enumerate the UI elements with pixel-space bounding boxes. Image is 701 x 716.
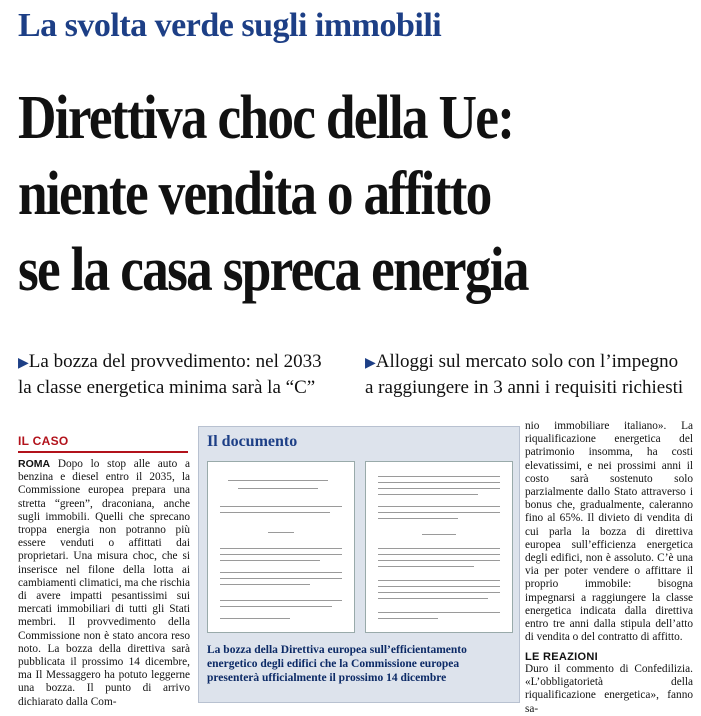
document-caption: La bozza della Direttiva europea sull’efficientamento energetico degli edifici che la Commissione europea presenterà ufficialmente il prossimo 14 dicembre [207, 644, 467, 684]
le-reazioni-label: LE REAZIONI [525, 651, 598, 663]
subhead-right [365, 350, 700, 400]
subhead-right-line-1: Alloggi sul mercato solo con l’impegno [375, 351, 679, 372]
il-caso-text: Dopo lo stop alle auto a benzina e diesel entro il 2035, la Commissione europea prepara una stretta “green”, draconiana, anche sugli immobili. Quelli che sprecano troppa energia non potranno più essere venduti o affittati dai proprietari. Una misura choc, che si inserisce nel filone della lotta ai cambiamenti climatici, ma che rischia di avere impatti pesantissimi sui mercati immobiliari di tutti gli Stati membri. Il provvedimento della Commissione non è stato ancora reso noto. La bozza della direttiva sarà pubblicata il prossimo 14 dicembre, ma Il Messaggero ha potuto leggerne una bozza. Il punto di arrivo dichiarato dalla Com- [18, 458, 190, 708]
triangle-right-icon: ▶ [18, 356, 29, 371]
il-caso-label: IL CASO [18, 434, 69, 448]
kicker-headline: La svolta verde sugli immobili [18, 7, 442, 44]
il-caso-article [18, 458, 190, 709]
il-caso-divider [18, 451, 188, 453]
le-reazioni-text: Duro il commento di Confedilizia. «L’obbligatorietà della riqualificazione energetica», fanno sa- [525, 663, 693, 715]
triangle-right-icon: ▶ [365, 356, 376, 371]
main-headline [18, 80, 603, 308]
dateline: ROMA [18, 458, 51, 470]
subhead-right-line-2: a raggiungere in 3 anni i requisiti richiesti [365, 377, 684, 398]
subhead-left [18, 350, 363, 400]
right-column-article: nio immobiliare italiano». La riqualificazione energetica del patrimonio insomma, ha costi elevatissimi, e nei prossimi anni il costo sarà sostenuto solo parzialmente dallo Stato attraverso i bonus che, gradualmente, caleranno fino al 65%. Il divieto di vendita di cui parla la bozza di direttiva europea sull’efficienza energetica degli edifici, non è assoluto. C’è una via per poter vendere o affittare il proprio immobile: bisogna impegnarsi a raggiungere la classe energetica indicata dalla direttiva entro tre anni dalla stipula dell’atto di vendita o del contratto di affitto. [525, 420, 693, 644]
headline-line-3: se la casa spreca energia [18, 236, 528, 304]
subhead-left-line-2: la classe energetica minima sarà la “C” [18, 377, 316, 398]
headline-line-2: niente vendita o affitto [18, 160, 491, 228]
subhead-left-line-1: La bozza del provvedimento: nel 2033 [28, 351, 322, 372]
document-box [198, 426, 520, 703]
document-page-thumbnail [365, 461, 513, 633]
headline-line-1: Direttiva choc della Ue: [18, 84, 514, 152]
document-title: Il documento [207, 433, 298, 450]
document-page-thumbnail [207, 461, 355, 633]
